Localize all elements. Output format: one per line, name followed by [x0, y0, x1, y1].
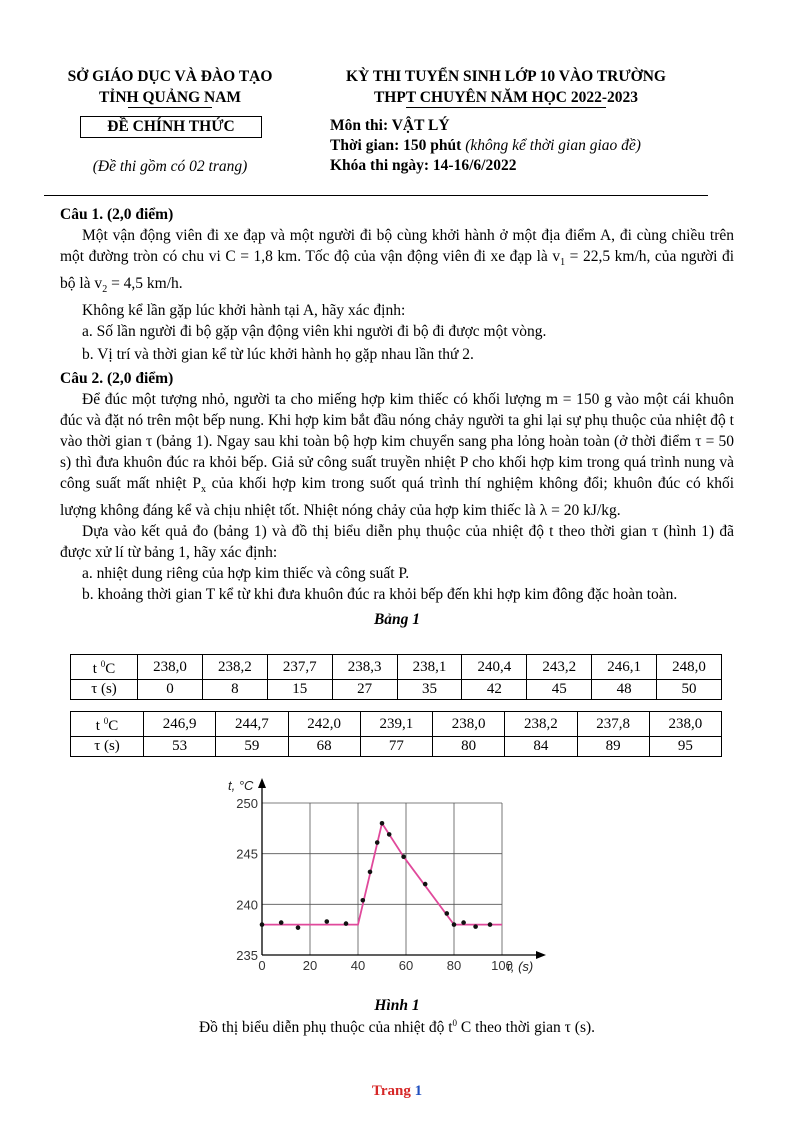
pages-note: (Đề thi gồm có 02 trang)	[92, 158, 248, 175]
x-tick-label: 100	[491, 958, 513, 973]
table-cell: 42	[462, 680, 527, 700]
official-stamp: ĐỀ CHÍNH THỨC	[80, 116, 262, 138]
q1-text-b: = 22,5 km/h, của người đi bộ là v	[60, 248, 735, 293]
y-tick-label: 235	[236, 948, 258, 963]
question-1-part-b: b. Vị trí và thời gian kể từ lúc khởi hành họ gặp nhau lần thứ 2.	[82, 346, 474, 364]
table-cell: 237,7	[267, 655, 332, 680]
header-underline-right	[406, 107, 606, 108]
table-cell: 239,1	[360, 712, 432, 737]
table-cell: 243,2	[527, 655, 592, 680]
table-cell: 8	[202, 680, 267, 700]
x-tick-label: 20	[302, 958, 318, 973]
q1-sub2: 2	[102, 284, 108, 296]
label-t: t	[95, 718, 104, 734]
x-tick-label: 60	[398, 958, 414, 973]
data-point	[361, 898, 366, 903]
y-tick-label: 245	[236, 846, 258, 862]
data-point	[260, 922, 265, 927]
q1-text-c: = 4,5 km/h.	[107, 275, 183, 293]
table-cell: 248,0	[657, 655, 722, 680]
table-cell: 68	[288, 737, 360, 757]
y-axis-label: t, °C	[228, 778, 254, 793]
exam-info	[330, 116, 730, 176]
table-cell: 89	[577, 737, 649, 757]
table-1-row-time	[71, 680, 722, 700]
data-table-2	[70, 711, 722, 757]
label-t-sup: 0	[100, 659, 106, 669]
question-2-part-b: b. khoảng thời gian T kể từ khi đưa khuôn đúc ra khỏi bếp đến khi hợp kim đông đặc hoàn toàn.	[82, 586, 678, 604]
table-cell: 48	[592, 680, 657, 700]
table-cell: 59	[216, 737, 288, 757]
question-2-prompt: Dựa vào kết quả đo (bảng 1) và đồ thị biểu diễn phụ thuộc của nhiệt độ t theo thời gian τ (hình 1) đã được xử lí từ bảng 1, hãy xác định:	[60, 523, 734, 562]
y-tick-label: 250	[236, 796, 258, 811]
exam-time-note: (không kể thời gian giao đề)	[465, 137, 641, 154]
x-tick-label: 0	[258, 958, 266, 973]
data-point	[375, 840, 380, 845]
table-2-label-tau: τ (s)	[71, 737, 144, 757]
figure-caption-sup: 0	[452, 1018, 458, 1028]
table-cell: 246,9	[144, 712, 216, 737]
footer-word: Trang	[371, 1083, 411, 1099]
table-cell: 242,0	[288, 712, 360, 737]
table-cell: 35	[397, 680, 462, 700]
table-cell: 53	[144, 737, 216, 757]
table-cell: 84	[505, 737, 577, 757]
question-1-paragraph	[60, 225, 734, 300]
table-cell: 95	[649, 737, 721, 757]
question-2-paragraph	[60, 389, 734, 521]
data-point	[380, 821, 385, 826]
table-cell: 237,8	[577, 712, 649, 737]
label-t-sup: 0	[103, 716, 109, 726]
label-t: t	[92, 661, 101, 677]
q2-sub: x	[200, 484, 206, 496]
table-cell: 240,4	[462, 655, 527, 680]
department-line2: TỈNH QUẢNG NAM	[98, 89, 242, 106]
x-tick-label: 40	[350, 958, 366, 973]
figure-caption-a: Đồ thị biểu diễn phụ thuộc của nhiệt độ t	[198, 1019, 453, 1037]
exam-content	[60, 204, 734, 630]
data-point	[423, 882, 428, 887]
exam-time	[330, 136, 730, 156]
x-axis-label: τ, (s)	[506, 959, 534, 974]
table-cell: 0	[138, 680, 203, 700]
table-2-row-time	[71, 737, 722, 757]
q2-text-a: Để đúc một tượng nhỏ, người ta cho miếng hợp kim thiếc có khối lượng m = 150 g vào một cái khuôn đúc và đặt nó trên một bếp nung. Khi hợp kim bắt đầu nóng chảy người ta ghi lại sự phụ thuộc của nhiệt độ t vào thời gian τ (bảng 1). Ngay sau khi toàn bộ hợp kim chuyển sang pha lỏng hoàn toàn (ở thời điểm τ = 50 s) thì đưa khuôn đúc ra khỏi bếp. Giả sử công suất truyền nhiệt P cho khối hợp kim trong quá trình nung và công suất mất nhiệt P	[60, 391, 734, 493]
data-point	[401, 854, 406, 859]
department-line1: SỞ GIÁO DỤC VÀ ĐÀO TẠO	[67, 68, 273, 85]
table-cell: 238,0	[433, 712, 505, 737]
exam-line1: KỲ THI TUYỂN SINH LỚP 10 VÀO TRƯỜNG	[346, 68, 666, 85]
header-rule	[44, 195, 708, 196]
table-cell: 238,2	[505, 712, 577, 737]
exam-line2: THPT CHUYÊN NĂM HỌC 2022-2023	[373, 89, 639, 106]
table-1-row-temperature	[71, 655, 722, 680]
table-cell: 27	[332, 680, 397, 700]
q1-sub1: 1	[560, 257, 566, 269]
exam-subject: Môn thi: VẬT LÝ	[330, 117, 450, 134]
table-cell: 15	[267, 680, 332, 700]
data-point	[368, 870, 373, 875]
question-2-part-a: a. nhiệt dung riêng của hợp kim thiếc và công suất P.	[82, 565, 410, 583]
table-cell: 246,1	[592, 655, 657, 680]
table-2-row-temperature	[71, 712, 722, 737]
label-t-unit: C	[108, 718, 119, 734]
data-point	[279, 920, 284, 925]
data-point	[488, 922, 493, 927]
y-axis-arrow	[258, 778, 266, 788]
y-tick-label: 240	[236, 897, 258, 913]
table-cell: 77	[360, 737, 432, 757]
table-1-label-tau: τ (s)	[71, 680, 138, 700]
table-cell: 238,3	[332, 655, 397, 680]
question-1-prompt: Không kể lần gặp lúc khởi hành tại A, hãy xác định:	[82, 302, 406, 320]
exam-time-bold: Thời gian: 150 phút	[330, 137, 462, 154]
figure-title: Hình 1	[374, 997, 420, 1014]
x-axis-arrow	[536, 951, 546, 959]
table-cell: 244,7	[216, 712, 288, 737]
table-cell: 45	[527, 680, 592, 700]
table-caption: Bảng 1	[373, 611, 421, 629]
label-t-unit: C	[105, 661, 116, 677]
table-cell: 238,0	[649, 712, 721, 737]
data-point	[445, 911, 450, 916]
q2-text-b: của khối hợp kim trong suốt quá trình thí nghiệm không đổi; khuôn đúc có khối lượng không đáng kể và chịu nhiệt tốt. Nhiệt nóng chảy của hợp kim thiếc là λ = 20 kJ/kg.	[60, 475, 734, 520]
q1-text-a: Một vận động viên đi xe đạp và một người đi bộ cùng khởi hành ở một địa điểm A, đi cùng chiều trên một đường tròn có chu vi C = 1,8 km. Tốc độ của vận động viên đi xe đạp là v	[60, 227, 734, 265]
table-1-label-t	[71, 655, 138, 680]
x-tick-label: 80	[446, 958, 462, 973]
question-2-title: Câu 2. (2,0 điểm)	[60, 370, 174, 388]
fit-line	[262, 823, 502, 924]
data-point	[296, 925, 301, 930]
page-number: 1	[414, 1083, 423, 1099]
figure-caption	[0, 1018, 794, 1037]
table-cell: 80	[433, 737, 505, 757]
figure-caption-b: C theo thời gian τ (s).	[457, 1019, 596, 1037]
data-point	[387, 832, 392, 837]
data-point	[461, 920, 466, 925]
temperature-time-chart	[210, 770, 580, 980]
exam-name	[316, 66, 696, 108]
data-point	[452, 922, 457, 927]
table-cell: 238,1	[397, 655, 462, 680]
table-cell: 238,0	[138, 655, 203, 680]
table-cell: 238,2	[202, 655, 267, 680]
header-underline-left	[128, 107, 212, 108]
table-cell: 50	[657, 680, 722, 700]
question-1-title: Câu 1. (2,0 điểm)	[60, 206, 174, 223]
data-point	[473, 924, 478, 929]
data-point	[325, 919, 330, 924]
table-2-label-t	[71, 712, 144, 737]
exam-date: Khóa thi ngày: 14-16/6/2022	[330, 157, 517, 174]
question-1-part-a: a. Số lần người đi bộ gặp vận động viên khi người đi bộ đi được một vòng.	[82, 323, 547, 341]
page-footer	[0, 1083, 794, 1100]
data-table-1	[70, 654, 722, 700]
data-point	[344, 921, 349, 926]
department-name	[55, 66, 285, 108]
